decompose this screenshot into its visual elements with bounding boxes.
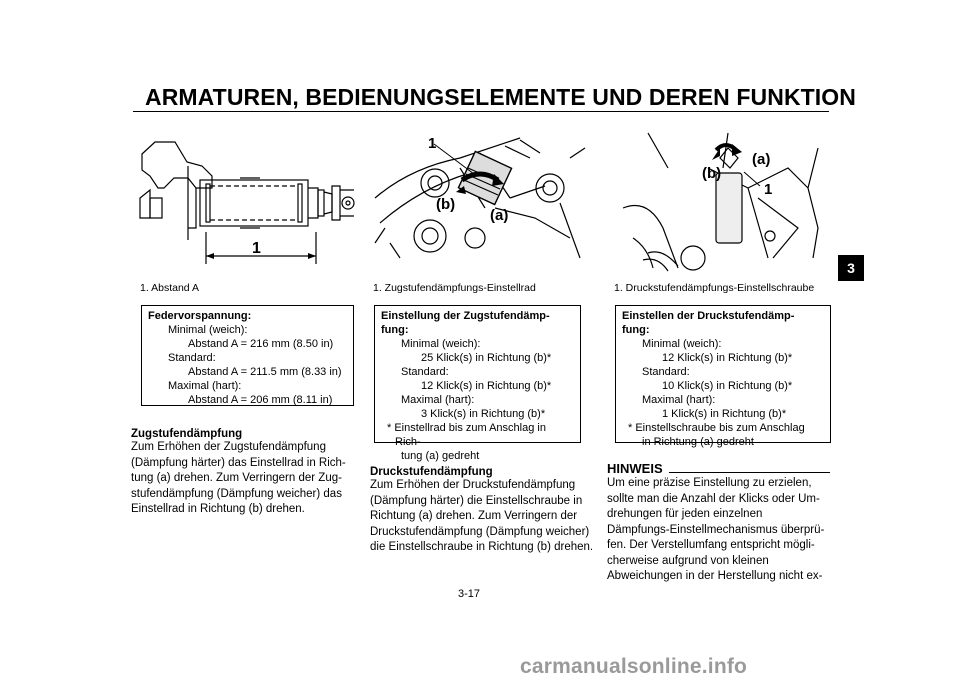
note-line: sollte man die Anzahl der Klicks oder Um- <box>607 492 820 505</box>
box1-title: Federvorspannung: <box>148 310 252 322</box>
section-druck-heading: Druckstufendämpfung <box>370 466 493 478</box>
section-zug-heading: Zugstufendämpfung <box>131 428 243 440</box>
section-druck-text <box>370 478 596 556</box>
druck-line: Richtung (a) drehen. Zum Verringern der <box>370 510 578 522</box>
druck-line: Druckstufendämpfung (Dämpfung weicher) <box>370 525 590 538</box>
note-line: Um eine präzise Einstellung zu erzielen, <box>607 477 812 489</box>
zug-line: (Dämpfung härter) das Einstellrad in Rich- <box>131 456 346 469</box>
page-number: 3-17 <box>458 588 481 600</box>
figure-rebound-adjuster <box>370 128 590 268</box>
box3-note-line2: in Richtung (a) gedreht <box>642 436 754 448</box>
figure-compression-adjuster <box>608 128 833 273</box>
box2-note-line1: * Einstellrad bis zum Anschlag in Rich- <box>387 422 546 448</box>
note-line: cherweise aufgrund von kleinen <box>607 554 769 567</box>
fig1-caption: 1. Abstand A <box>140 282 199 294</box>
box1-std-value: Abstand A = 211.5 mm (8.33 in) <box>188 366 342 378</box>
box3-std-label: Standard: <box>642 366 690 378</box>
box3-note-line1: * Einstellschraube bis zum Anschlag <box>628 422 805 434</box>
note-line: Dämpfungs-Einstellmechanismus überprü- <box>607 523 825 536</box>
box3-min-label: Minimal (weich): <box>642 338 722 350</box>
box3-max-value: 1 Klick(s) in Richtung (b)* <box>662 408 787 420</box>
note-line: fen. Der Verstellumfang entspricht mögli- <box>607 539 815 551</box>
box3-title-line2: fung: <box>622 324 650 336</box>
fig2-caption: 1. Zugstufendämpfungs-Einstellrad <box>373 282 536 294</box>
zug-line: tung (a) drehen. Zum Verringern der Zug- <box>131 472 342 484</box>
zug-line: Zum Erhöhen der Zugstufendämpfung <box>131 441 326 453</box>
chapter-tab: 3 <box>838 255 864 281</box>
box2-std-value: 12 Klick(s) in Richtung (b)* <box>421 380 552 392</box>
fig3-label-a: (a) <box>752 151 771 168</box>
box3-min-value: 12 Klick(s) in Richtung (b)* <box>662 352 793 364</box>
box1-min-label: Minimal (weich): <box>168 324 248 336</box>
zug-line: Einstellrad in Richtung (b) drehen. <box>131 503 305 515</box>
note-text <box>607 476 830 585</box>
box2-min-value: 25 Klick(s) in Richtung (b)* <box>421 352 552 364</box>
box1-min-value: Abstand A = 216 mm (8.50 in) <box>188 338 334 350</box>
box1-max-value: Abstand A = 206 mm (8.11 in) <box>188 394 333 406</box>
fig3-caption: 1. Druckstufendämpfungs-Einstellschraube <box>614 282 815 294</box>
fig2-label-a: (a) <box>490 207 509 224</box>
figure-shock-absorber <box>130 128 362 268</box>
box3-title-line1: Einstellen der Druckstufendämp- <box>622 310 795 322</box>
section-rebound-damping <box>131 428 353 518</box>
watermark: carmanualsonline.info <box>520 655 748 678</box>
fig3-label-b: (b) <box>702 165 722 182</box>
note-title-rule <box>669 472 830 473</box>
note-title: HINWEIS <box>607 461 663 476</box>
box2-std-label: Standard: <box>401 366 449 378</box>
fig2-label-b: (b) <box>436 196 456 213</box>
druck-line: die Einstellschraube in Richtung (b) drehen. <box>370 541 594 553</box>
box2-min-label: Minimal (weich): <box>401 338 481 350</box>
box2-title-line1: Einstellung der Zugstufendämp- <box>381 310 550 322</box>
section-zug-text <box>131 440 353 518</box>
box1-std-label: Standard: <box>168 352 216 364</box>
note-line: Abweichungen in der Herstellung nicht ex- <box>607 570 823 582</box>
page-title: ARMATUREN, BEDIENUNGSELEMENTE UND DEREN FUNKTION <box>145 84 856 110</box>
box3-std-value: 10 Klick(s) in Richtung (b)* <box>662 380 793 392</box>
fig2-label-1: 1 <box>428 135 437 152</box>
note-section <box>607 461 830 585</box>
fig3-label-1: 1 <box>764 181 773 198</box>
druck-line: (Dämpfung härter) die Einstellschraube in <box>370 494 583 507</box>
section-compression-damping <box>370 466 596 556</box>
fig1-label-1: 1 <box>252 240 261 257</box>
box3-max-label: Maximal (hart): <box>642 394 716 406</box>
box1-max-label: Maximal (hart): <box>168 380 242 392</box>
zug-line: stufendämpfung (Dämpfung weicher) das <box>131 487 342 500</box>
spec-box-compression-damping <box>615 305 831 448</box>
box2-title-line2: fung: <box>381 324 409 336</box>
title-rule <box>133 111 829 112</box>
spec-box-rebound-damping <box>374 305 581 462</box>
box2-note-line2: tung (a) gedreht <box>401 450 480 462</box>
box2-max-label: Maximal (hart): <box>401 394 475 406</box>
druck-line: Zum Erhöhen der Druckstufendämpfung <box>370 479 576 491</box>
spec-box-spring-preload <box>141 305 354 406</box>
box2-max-value: 3 Klick(s) in Richtung (b)* <box>421 408 546 420</box>
note-line: drehungen für jeden einzelnen <box>607 508 763 520</box>
